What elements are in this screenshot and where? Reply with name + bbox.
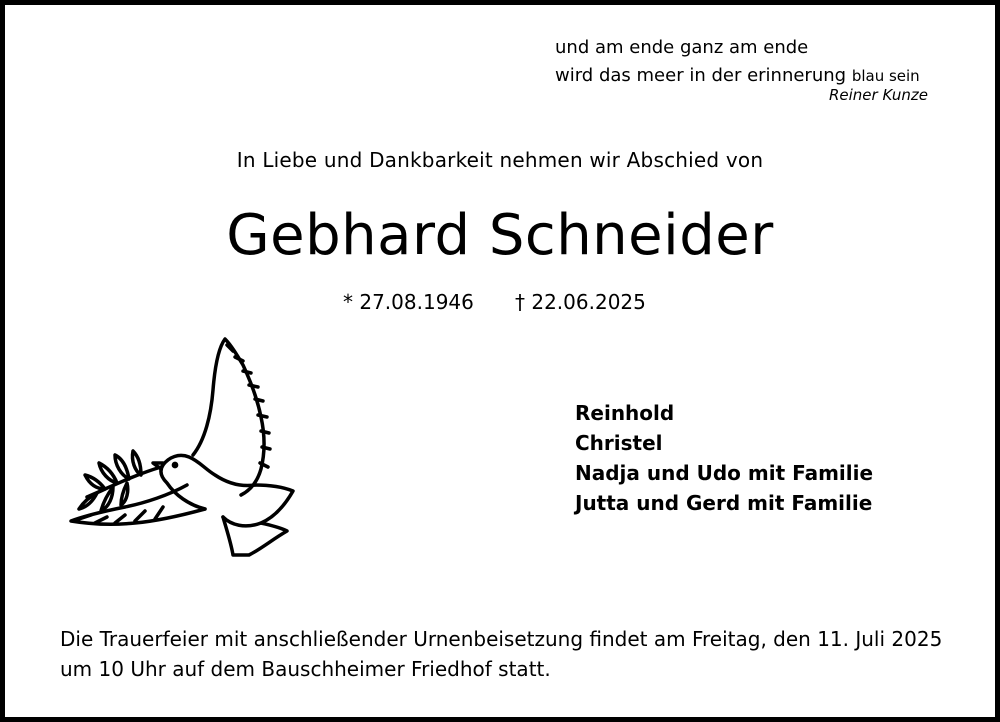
service-line-1: Die Trauerfeier mit anschließender Urnenbeisetzung findet am Freitag, den 11. Juli 2025	[60, 627, 943, 651]
birth-date: * 27.08.1946	[343, 290, 474, 314]
poem	[555, 34, 920, 90]
funeral-service-info	[60, 624, 942, 684]
poem-line-2-small: blau sein	[851, 67, 920, 85]
mourners-list	[575, 398, 873, 518]
mourner-name: Nadja und Udo mit Familie	[575, 461, 874, 485]
mourner-name: Jutta und Gerd mit Familie	[575, 491, 873, 515]
poem-author: Reiner Kunze	[828, 86, 928, 104]
poem-line-2-main: wird das meer in der erinnerung	[555, 65, 847, 86]
service-line-2: um 10 Uhr auf dem Bauschheimer Friedhof statt.	[60, 657, 551, 681]
dove-icon	[65, 335, 315, 560]
mourner-name: Christel	[575, 431, 663, 455]
poem-line-1: und am ende ganz am ende	[555, 37, 809, 58]
death-date: † 22.06.2025	[515, 290, 646, 314]
intro-text: In Liebe und Dankbarkeit nehmen wir Abschied von	[236, 148, 764, 172]
deceased-name: Gebhard Schneider	[226, 203, 774, 268]
mourner-name: Reinhold	[575, 401, 675, 425]
